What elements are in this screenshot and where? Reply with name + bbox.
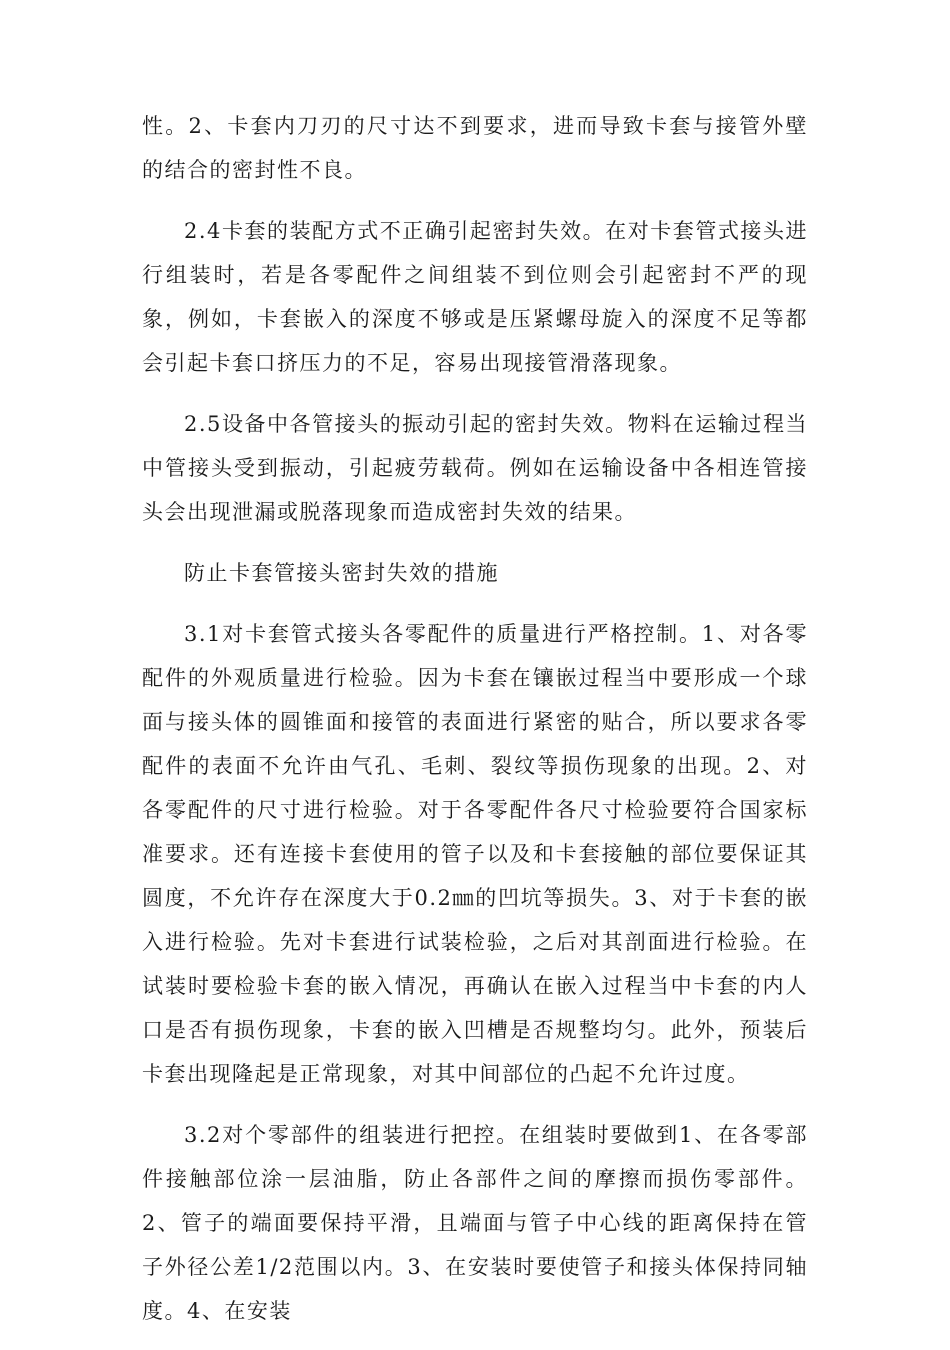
paragraph-continuation: 性。2、卡套内刀刃的尺寸达不到要求，进而导致卡套与接管外壁的结合的密封性不良。 bbox=[142, 114, 808, 182]
document-body bbox=[142, 104, 808, 1350]
section-heading: 防止卡套管接头密封失效的措施 bbox=[184, 561, 499, 585]
paragraph-3-1: 3.1对卡套管式接头各零配件的质量进行严格控制。1、对各零配件的外观质量进行检验。因为卡套在镶嵌过程当中要形成一个球面与接头体的圆锥面和接管的表面进行紧密的贴合，所以要求各零配件的表面不允许由气孔、毛刺、裂纹等损伤现象的出现。2、对各零配件的尺寸进行检验。对于各零配件各尺寸检验要符合国家标准要求。还有连接卡套使用的管子以及和卡套接触的部位要保证其圆度，不允许存在深度大于0.2㎜的凹坑等损失。3、对于卡套的嵌入进行检验。先对卡套进行试装检验，之后对其剖面进行检验。在试装时要检验卡套的嵌入情况，再确认在嵌入过程当中卡套的内人口是否有损伤现象，卡套的嵌入凹槽是否规整均匀。此外，预装后卡套出现隆起是正常现象，对其中间部位的凸起不允许过度。 bbox=[142, 622, 808, 1086]
paragraph-3-2: 3.2对个零部件的组装进行把控。在组装时要做到1、在各零部件接触部位涂一层油脂，防止各部件之间的摩擦而损伤零部件。2、管子的端面要保持平滑，且端面与管子中心线的距离保持在管子外径公差1/2范围以内。3、在安装时要使管子和接头体保持同轴度。4、在安装 bbox=[142, 1123, 808, 1323]
paragraph-2-5: 2.5设备中各管接头的振动引起的密封失效。物料在运输过程当中管接头受到振动，引起疲劳载荷。例如在运输设备中各相连管接头会出现泄漏或脱落现象而造成密封失效的结果。 bbox=[142, 412, 808, 524]
paragraph-2-4: 2.4卡套的装配方式不正确引起密封失效。在对卡套管式接头进行组装时，若是各零配件之间组装不到位则会引起密封不严的现象，例如，卡套嵌入的深度不够或是压紧螺母旋入的深度不足等都会引起卡套口挤压力的不足，容易出现接管滑落现象。 bbox=[142, 219, 808, 375]
